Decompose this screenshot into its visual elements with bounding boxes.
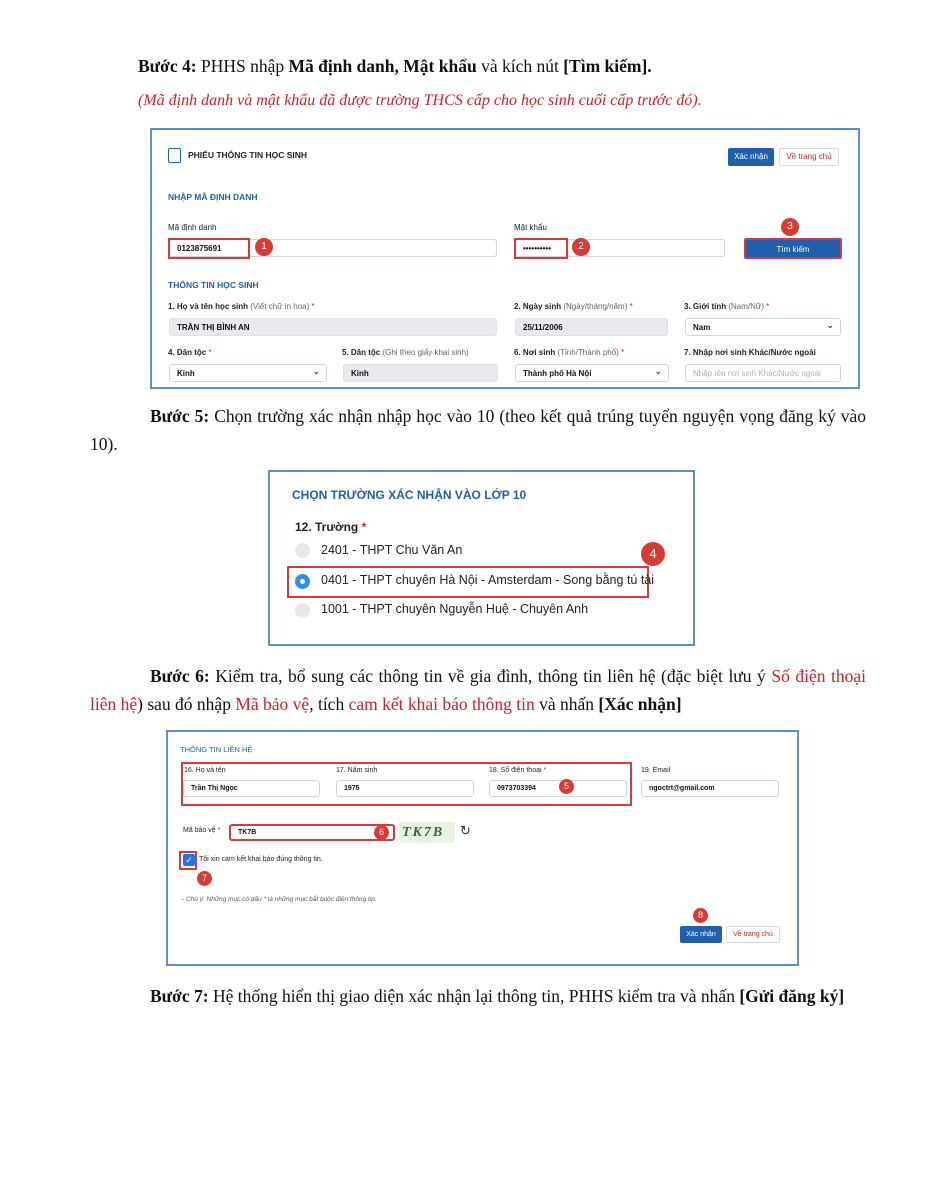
step6-red-commit: cam kết khai báo thông tin (348, 694, 535, 714)
school-option-1[interactable]: 2401 - THPT Chu Văn An (321, 543, 463, 557)
step6-text3: , tích (309, 694, 349, 714)
step4-label: Bước 4: (138, 56, 197, 76)
other-birthplace-field[interactable]: Nhập tên nơi sinh Khác/Nước ngoài (685, 364, 841, 382)
password-label: Mật khẩu (514, 223, 547, 232)
marker-5: 5 (559, 779, 574, 794)
step6-label: Bước 6: (150, 666, 210, 686)
contact-home-button[interactable]: Về trang chủ (726, 926, 780, 943)
marker-4: 4 (641, 542, 665, 566)
f4-label: 4. Dân tộc * (168, 348, 212, 357)
commit-checkbox[interactable]: ✓ (183, 854, 195, 866)
contact-confirm-button[interactable]: Xác nhận (680, 926, 722, 943)
f16-label: 16. Họ và tên (184, 767, 226, 774)
form-title: PHIẾU THÔNG TIN HỌC SINH (188, 150, 308, 160)
f2-label: 2. Ngày sinh (Ngày/tháng/năm) * (514, 302, 633, 311)
step7-bold-button: [Gửi đăng ký] (739, 986, 845, 1006)
birthdate-field[interactable]: 25/11/2006 (515, 318, 668, 336)
f17-label: 17. Năm sinh (336, 767, 378, 774)
school-radio-1[interactable] (295, 543, 310, 558)
f7-label: 7. Nhập nơi sinh Khác/Nước ngoài (684, 348, 816, 357)
step7-paragraph (90, 982, 866, 1010)
highlight-id (168, 238, 250, 259)
step5-paragraph (90, 402, 866, 458)
step6-red-captcha: Mã bảo vệ (235, 694, 310, 714)
f6-label: 6. Nơi sinh (Tỉnh/Thành phố) * (514, 348, 625, 357)
captcha-image: TK7B (399, 822, 455, 843)
marker-1: 1 (255, 238, 273, 256)
f18-label: 18. Số điện thoại * (489, 767, 547, 774)
ethnicity-select[interactable]: Kinh ⌄ (169, 364, 327, 382)
parent-name-field[interactable]: Trần Thị Ngọc (183, 780, 320, 797)
step6-text1: Kiểm tra, bổ sung các thông tin về gia đình, thông tin liên hệ (đặc biệt lưu ý (209, 666, 772, 686)
required-note: - Chú ý: Những mục có dấu * là những mục bắt buộc điền thông tin. (182, 896, 377, 903)
marker-7: 7 (197, 871, 212, 886)
contact-section-title: THÔNG TIN LIÊN HỆ (180, 745, 253, 754)
step6-text2: ) sau đó nhập (137, 694, 236, 714)
birthplace-select[interactable]: Thành phố Hà Nội ⌄ (515, 364, 669, 382)
f3-label: 3. Giới tính (Nam/Nữ) * (684, 302, 770, 311)
home-button[interactable]: Về trang chủ (779, 148, 839, 166)
step6-bold-button: [Xác nhận] (598, 694, 682, 714)
school-select-screenshot (268, 470, 695, 646)
section-id-title: NHẬP MÃ ĐỊNH DANH (168, 192, 258, 202)
marker-8: 8 (693, 908, 708, 923)
school-option-3[interactable]: 1001 - THPT chuyên Nguyễn Huệ - Chuyên Anh (321, 602, 589, 616)
marker-2: 2 (572, 238, 590, 256)
highlight-password (514, 238, 568, 259)
step4-paragraph (138, 52, 878, 80)
step5-text: Chọn trường xác nhận nhập học vào 10 (theo kết quả trúng tuyển nguyện vọng đăng ký vào 10). (90, 406, 866, 454)
clipboard-icon (168, 148, 181, 163)
step4-bold-fields: Mã định danh, Mật khẩu (288, 56, 477, 76)
search-button[interactable]: Tìm kiếm (744, 238, 842, 259)
marker-6: 6 (374, 825, 389, 840)
email-field[interactable]: ngoctrt@gmail.com (641, 780, 779, 797)
highlight-checkbox (179, 851, 197, 870)
step4-text2: và kích nút (476, 56, 564, 76)
school-radio-2[interactable] (295, 574, 310, 589)
step6-paragraph (90, 662, 866, 718)
commit-label[interactable]: Tôi xin cam kết khai báo đúng thông tin. (199, 856, 323, 863)
step4-text: PHHS nhập (196, 56, 289, 76)
school-radio-3[interactable] (295, 603, 310, 618)
f1-label: 1. Họ và tên học sinh (Viết chữ in hoa) * (168, 302, 315, 311)
marker-3: 3 (781, 218, 799, 236)
school-option-2[interactable]: 0401 - THPT chuyên Hà Nội - Amsterdam - Song bằng tú tài (321, 573, 655, 587)
student-info-screenshot (150, 128, 860, 389)
school-field-label: 12. Trường * (295, 520, 367, 534)
contact-info-screenshot (166, 730, 799, 966)
step7-label: Bước 7: (150, 986, 209, 1006)
fullname-field[interactable]: TRẦN THỊ BÌNH AN (169, 318, 497, 336)
step7-text: Hệ thống hiển thị giao diện xác nhận lại thông tin, PHHS kiểm tra và nhấn (208, 986, 740, 1006)
phone-field[interactable]: 0973703394 (489, 780, 627, 797)
ethnicity-birth-field[interactable]: Kinh (343, 364, 498, 382)
gender-select[interactable]: Nam ⌄ (685, 318, 841, 336)
step5-label: Bước 5: (150, 406, 210, 426)
step4-bold-button: [Tìm kiếm]. (563, 56, 652, 76)
password-field[interactable]: •••••••••• (515, 239, 725, 257)
id-label: Mã định danh (168, 223, 217, 232)
refresh-icon[interactable]: ↻ (460, 823, 471, 838)
birth-year-field[interactable]: 1975 (336, 780, 474, 797)
f19-label: 19. Email (641, 767, 671, 774)
f5-label: 5. Dân tộc (Ghi theo giấy khai sinh) (342, 348, 469, 357)
id-field[interactable]: 0123875691 (169, 239, 497, 257)
step6-text4: và nhấn (534, 694, 599, 714)
captcha-label: Mã bảo vệ * (183, 827, 221, 834)
confirm-button[interactable]: Xác nhận (728, 148, 774, 166)
captcha-field[interactable]: TK7B (229, 824, 395, 841)
school-section-title: CHỌN TRƯỜNG XÁC NHẬN VÀO LỚP 10 (292, 488, 527, 502)
step4-note: (Mã định danh và mật khẩu đã được trường THCS cấp cho học sinh cuối cấp trước đó). (138, 92, 702, 109)
section-info-title: THÔNG TIN HỌC SINH (168, 280, 259, 290)
step6-red-phone: Số điện thoại liên hệ (90, 666, 866, 714)
